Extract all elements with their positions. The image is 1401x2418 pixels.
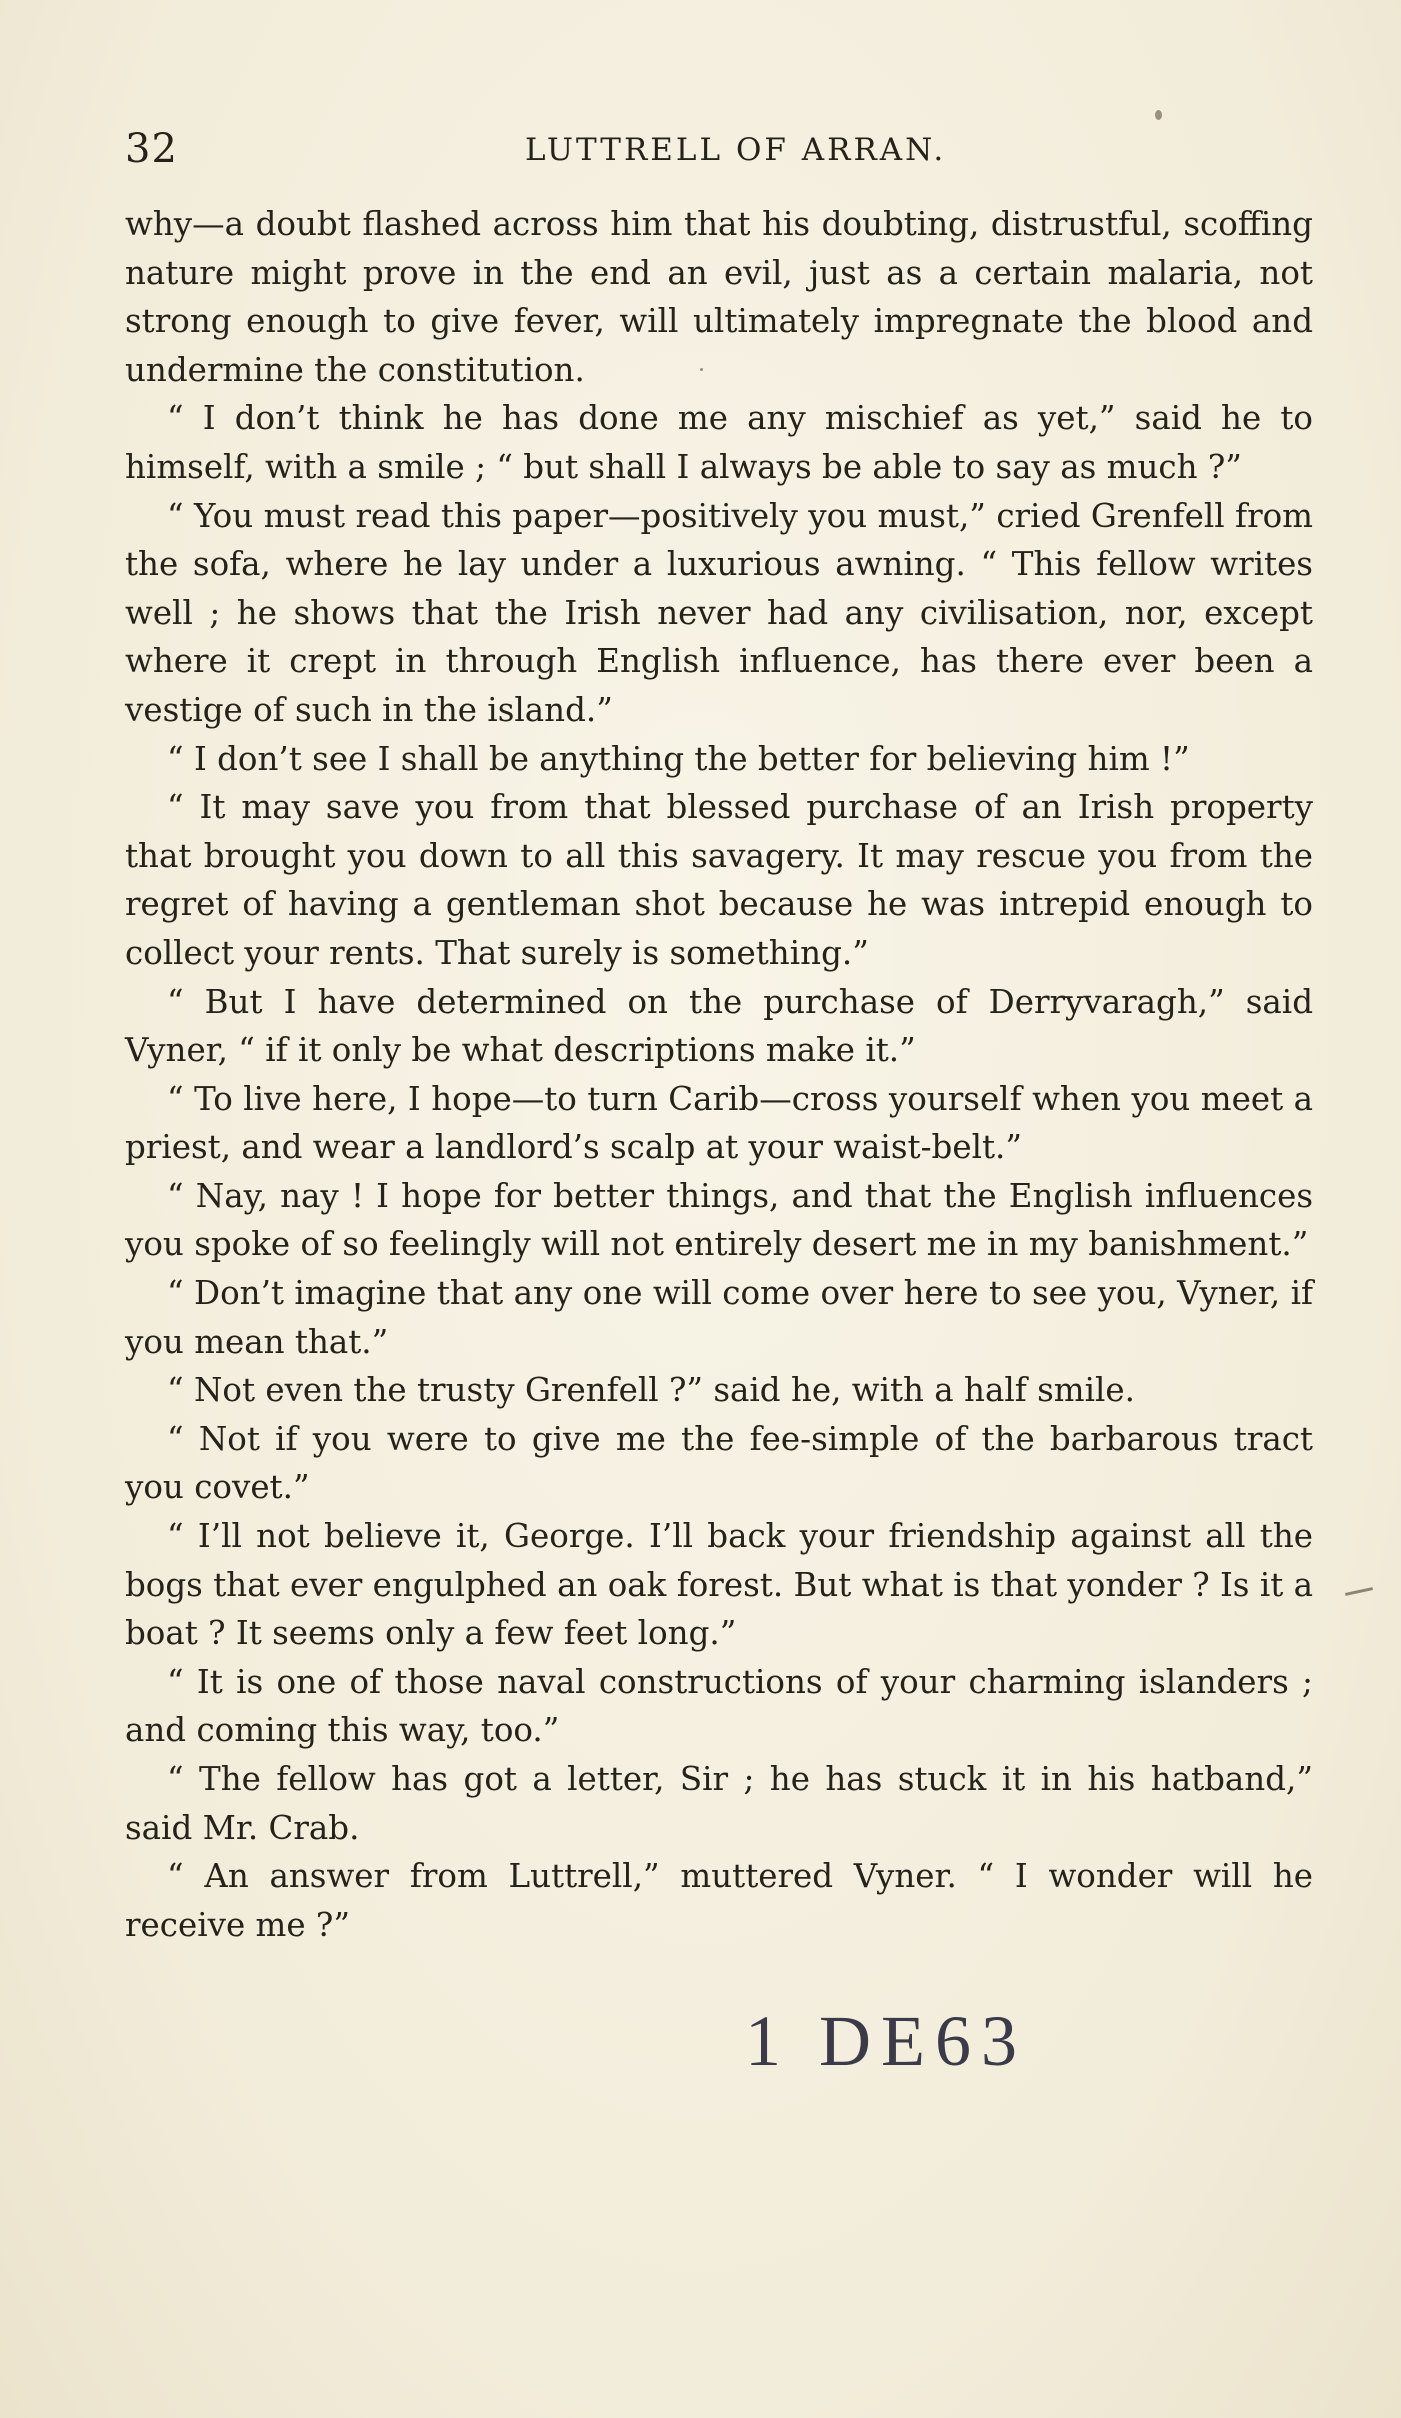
body-text <box>125 200 1313 1949</box>
page-number: 32 <box>125 126 178 172</box>
paragraph: “ Not if you were to give me the fee-simple of the barbarous tract you covet.” <box>125 1419 1313 1507</box>
paragraph: “ Nay, nay ! I hope for better things, and that the English influences you spoke of so feelingly will not entirely desert me in my banishment.” <box>125 1176 1313 1264</box>
paragraph: “ But I have determined on the purchase of Derryvaragh,” said Vyner, “ if it only be what descriptions make it.” <box>125 982 1313 1070</box>
paragraph: “ It may save you from that blessed purchase of an Irish property that brought you down to all this savagery. It may rescue you from the regret of having a gentleman shot because he was intrepid enough to collect your rents. That surely is something.” <box>125 788 1313 972</box>
library-date-stamp: 1 DE63 <box>745 2001 1027 2081</box>
paragraph: “ It is one of those naval constructions of your charming islanders ; and coming this way, too.” <box>125 1662 1313 1750</box>
paragraph: “ Not even the trusty Grenfell ?” said he, with a half smile. <box>167 1371 1135 1410</box>
running-head <box>125 118 1305 178</box>
paragraph: “ The fellow has got a letter, Sir ; he has stuck it in his hatband,” said Mr. Crab. <box>125 1760 1313 1847</box>
margin-mark <box>1345 1587 1373 1596</box>
paragraph: “ I don’t see I shall be anything the better for believing him !” <box>167 739 1190 778</box>
paragraph: why—a doubt flashed across him that his doubting, distrustful, scoffing nature might prove in the end an evil, just as a certain malaria, not strong enough to give fever, will ultimately impregnate the blood and undermine the constitution. <box>125 205 1313 389</box>
paragraph: “ I don’t think he has done me any mischief as yet,” said he to himself, with a smile ; “ but shall I always be able to say as much ?” <box>125 399 1313 486</box>
paragraph: “ Don’t imagine that any one will come over here to see you, Vyner, if you mean that.” <box>125 1274 1313 1361</box>
running-title: LUTTRELL OF ARRAN. <box>525 132 947 168</box>
paragraph: “ You must read this paper—positively you must,” cried Grenfell from the sofa, where he lay under a luxurious awning. “ This fellow writes well ; he shows that the Irish never had any civilisation, nor, except where it crept in through English influence, has there ever been a vestige of such in the island.” <box>125 496 1313 729</box>
ink-speck <box>1155 110 1162 120</box>
paragraph: “ An answer from Luttrell,” muttered Vyner. “ I wonder will he receive me ?” <box>125 1857 1313 1944</box>
paragraph: “ To live here, I hope—to turn Carib—cross yourself when you meet a priest, and wear a landlord’s scalp at your waist-belt.” <box>125 1079 1313 1167</box>
paragraph: “ I’ll not believe it, George. I’ll back your friendship against all the bogs that ever engulphed an oak forest. But what is that yonder ? Is it a boat ? It seems only a few feet long.” <box>125 1517 1313 1653</box>
